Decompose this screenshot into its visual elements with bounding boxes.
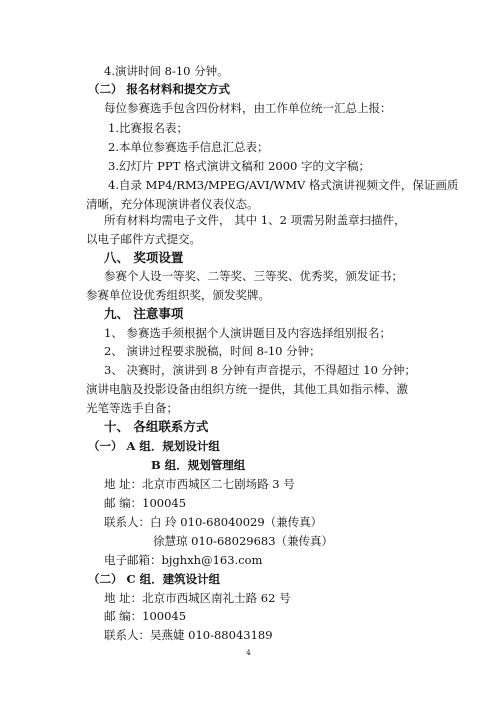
list-item: 2.本单位参赛选手信息汇总表； <box>108 140 269 154</box>
contact-person: 联系人：吴燕婕 010-88043189 <box>104 628 273 642</box>
section-heading: 十、 各组联系方式 <box>104 419 209 434</box>
list-item: 2、 演讲过程要求脱稿，时间 8-10 分钟； <box>104 344 321 358</box>
contact-postcode: 邮 编：100045 <box>104 609 187 623</box>
text-line: 清晰，充分体现演讲者仪表仪态。 <box>86 197 259 211</box>
contact-email: 电子邮箱：bjghxh@163.com <box>104 553 263 567</box>
text-line: 光笔等选手自备； <box>86 401 178 415</box>
text-line: 参赛个人设一等奖、二等奖、三等奖、优秀奖，颁发证书； <box>104 269 403 283</box>
contact-postcode: 邮 编：100045 <box>104 496 187 510</box>
list-item: 1、 参赛选手须根据个人演讲题目及内容选择组别报名； <box>104 326 391 340</box>
section-heading: 九、 注意事项 <box>104 306 184 321</box>
section-heading: 八、 奖项设置 <box>104 250 184 265</box>
text-line: 演讲电脑及投影设备由组织方统一提供，其他工具如指示棒、激 <box>86 382 408 396</box>
contact-person: 徐慧琼 010-68029683（兼传真） <box>153 534 334 548</box>
text-line: 每位参赛选手包含四份材料，由工作单位统一汇总上报： <box>104 101 392 115</box>
list-item: 3、 决赛时，演讲到 8 分钟有声音提示，不得超过 10 分钟； <box>104 363 417 377</box>
text-line: 4.演讲时间 8-10 分钟。 <box>104 64 229 78</box>
text-line: 以电子邮件方式提交。 <box>86 232 201 246</box>
subsection-heading: （二） C 组．建筑设计组 <box>88 572 221 586</box>
contact-person: 联系人：白 玲 010-68040029（兼传真） <box>104 515 323 529</box>
section-heading: （二） 报名材料和提交方式 <box>88 82 231 96</box>
list-item: 1.比赛报名表； <box>108 121 188 135</box>
page-number: 4 <box>246 649 251 657</box>
text-line: 所有材料均需电子文件， 其中 1、2 项需另附盖章扫描件， <box>104 213 406 227</box>
text-line: 参赛单位设优秀组织奖，颁发奖牌。 <box>86 288 270 302</box>
list-item: 4.自录 MP4/RM3/MPEG/AVI/WMV 格式演讲视频文件，保证画质 <box>108 178 459 192</box>
subsection-heading: B 组．规划管理组 <box>151 458 246 472</box>
contact-address: 地 址：北京市西城区南礼士路 62 号 <box>104 591 291 605</box>
contact-address: 地 址：北京市西城区二七剧场路 3 号 <box>104 477 295 491</box>
list-item: 3.幻灯片 PPT 格式演讲文稿和 2000 字的文字稿； <box>108 159 371 173</box>
subsection-heading: （一） A 组．规划设计组 <box>88 439 220 453</box>
